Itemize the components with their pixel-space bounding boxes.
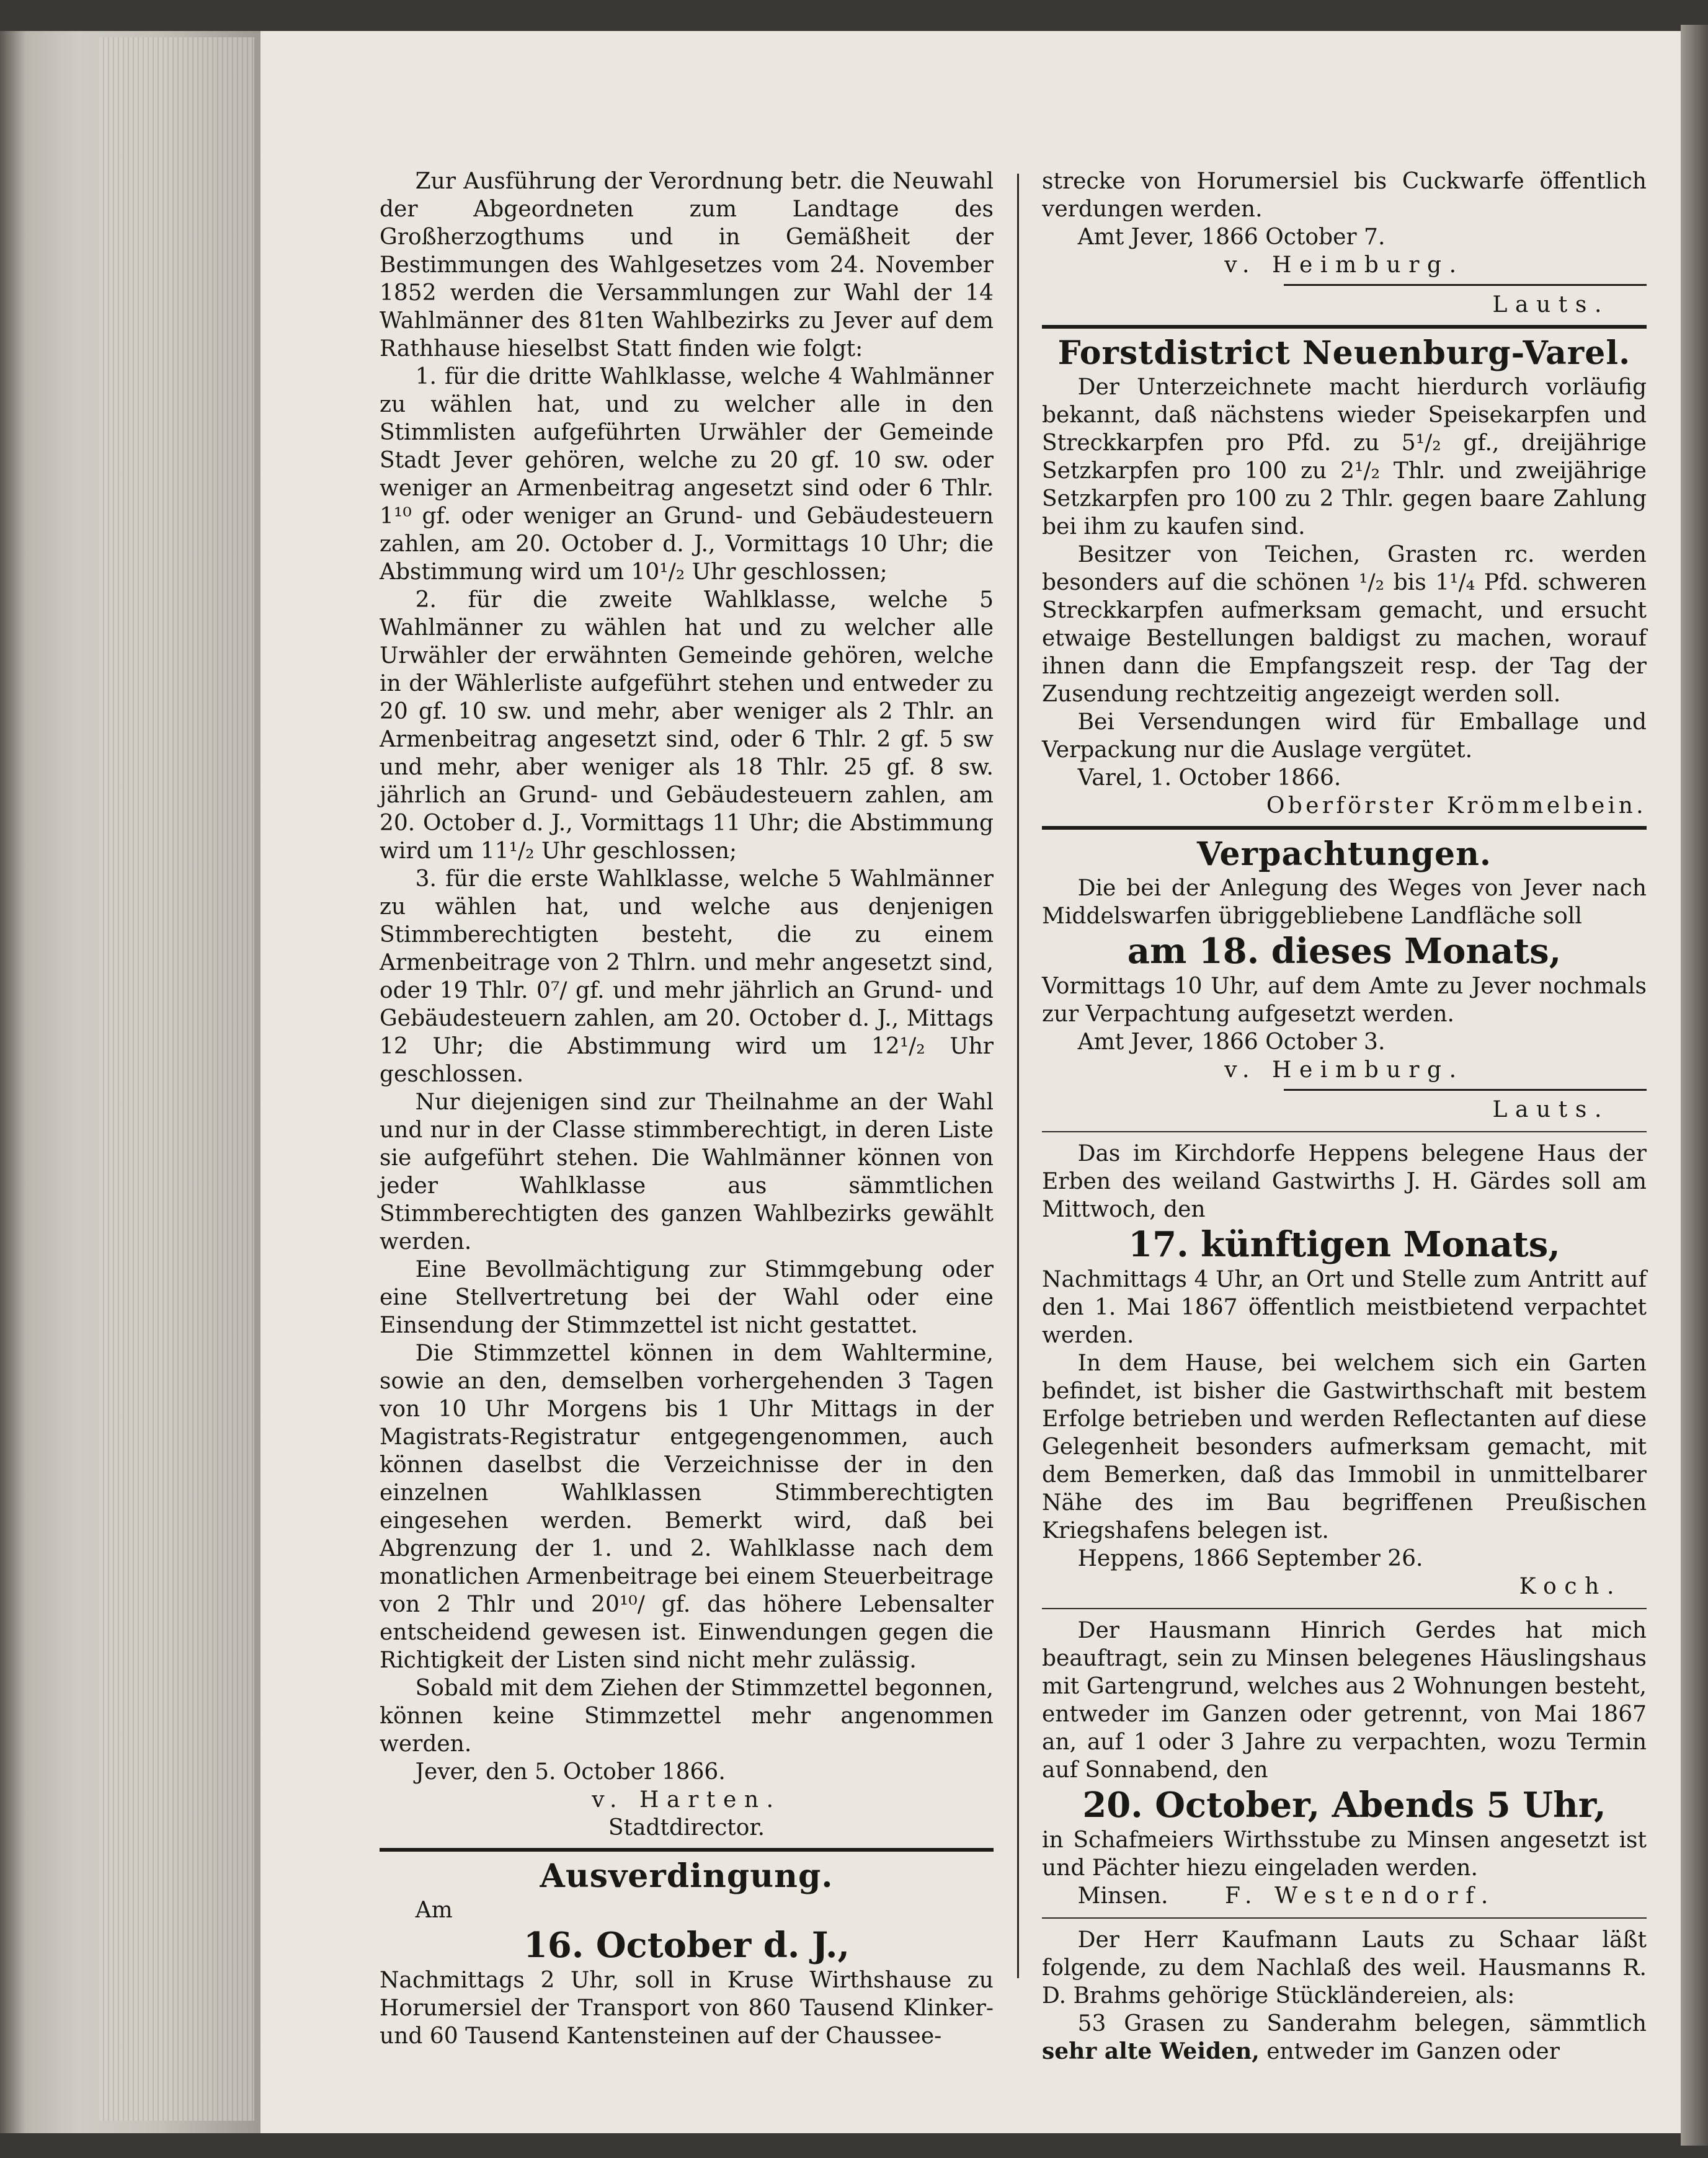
section-rule (380, 1848, 994, 1852)
section-rule (1042, 325, 1647, 329)
verpachtung-text: Der Hausmann Hinrich Gerdes hat mich beauftragt, sein zu Minsen belegenes Häuslingshaus mit Gartengrund, welches aus 2 Wohnungen besteht, entweder im Ganzen oder getrennt, von Mai 1867 an, auf 1 oder 3 Jahre zu verpachten, wozu Termin auf Sonnabend, den (1042, 1618, 1647, 1783)
wahl-paragraph: 3. für die erste Wahlklasse, welche 5 Wahlmänner zu wählen hat, und welche aus denjenigen Stimmberechtigten besteht, die zu einem Armenbeitrage von 2 Thlrn. und mehr angesetzt sind, oder 19 Thlr. 0⁷/ gf. und mehr jährlich an Grund- und Gebäudesteuern zahlen, am 20. October d. J., Mittags 12 Uhr; die Abstimmung wird um 12¹/₂ Uhr geschlossen. (380, 866, 994, 1087)
notice-divider (1042, 1608, 1647, 1609)
wahl-paragraph: 1. für die dritte Wahlklasse, welche 4 Wahlmänner zu wählen hat, und zu welcher alle in den Stimmlisten aufgeführten Urwähler der Gemeinde Stadt Jever gehören, welche zu 20 gf. 10 sw. oder weniger an Armenbeitrag angesetzt sind oder 6 Thlr. 1¹⁰ gf. oder weniger an Grund- und Gebäudesteuern zahlen, am 20. October d. J., Vormittags 10 Uhr; die Abstimmung wird um 10¹/₂ Uhr geschlossen; (380, 364, 994, 585)
ausverdingung-place-date: Amt Jever, 1866 October 7. (1077, 224, 1386, 250)
verpachtung-signature: v. Heimburg. (1224, 1057, 1464, 1083)
verpachtung-text-a: 53 Grasen zu Sanderahm belegen, sämmtlich (1077, 2011, 1647, 2036)
wahl-paragraph: Nur diejenigen sind zur Theilnahme an der Wahl und nur in der Classe stimmberechtigt, in deren Liste sie aufgeführt stehen. Die Wahlmänner können von jeder Wahlklasse aus sämmtlichen Stimmberechtigten des ganzen Wahlbezirks gewählt werden. (380, 1090, 994, 1254)
verpachtung-signature: Koch. (1519, 1574, 1622, 1599)
forstdistrict-paragraph: Besitzer von Teichen, Grasten rc. werden besonders auf die schönen ¹/₂ bis 1¹/₄ Pfd. schweren Streckkarpfen aufmerksam gemacht, und ersucht etwaige Bestellungen baldigst zu machen, worauf ihnen dann die Empfangszeit resp. der Tag der Zusendung rechtzeitig angezeigt werden soll. (1042, 542, 1647, 707)
column-divider (1017, 174, 1019, 1978)
wahl-place-date: Jever, den 5. October 1866. (415, 1759, 726, 1785)
verpachtung-text: In dem Hause, bei welchem sich ein Garten befindet, ist bisher die Gastwirthschaft mit bestem Erfolge betrieben und werden Reflectanten auf diese Gelegenheit besonders aufmerksam gemacht, mit dem Bemerken, daß das Immobil in unmittelbarer Nähe des im Bau begriffenen Preußischen Kriegshafens belegen ist. (1042, 1351, 1647, 1543)
verpachtung-text: Die bei der Anlegung des Weges von Jever nach Middelswarfen übriggebliebene Landfläche soll (1042, 876, 1647, 929)
wahl-signature-title: Stadtdirector. (608, 1815, 765, 1841)
verpachtung-text-bold: sehr alte Weiden, (1042, 2038, 1260, 2064)
right-book-edge (1681, 25, 1708, 2146)
verpachtung-date: am 18. dieses Monats, (1127, 931, 1562, 972)
verpachtungen-section (1042, 835, 1647, 2066)
wahl-paragraph: Die Stimmzettel können in dem Wahltermine, sowie an den, demselben vorhergehenden 3 Tagen von 10 Uhr Morgens bis 1 Uhr Mittags in der Magistrats-Registratur entgegengenommen, auch können daselbst die Verzeichnisse der in den einzelnen Wahlklassen Stimmberechtigten eingesehen werden. Bemerkt wird, daß bei Abgrenzung der 1. und 2. Wahlklasse nach dem monatlichen Armenbeitrage bei einem Steuerbeitrage von 2 Thlr und 20¹⁰/ gf. das höhere Lebensalter entscheidend gewesen ist. Einwendungen gegen die Richtigkeit der Listen sind nicht mehr zulässig. (380, 1341, 994, 1673)
notice-divider (1042, 1917, 1647, 1919)
verpachtung-text: Das im Kirchdorfe Heppens belegene Haus der Erben des weiland Gastwirths J. H. Gärdes soll am Mittwoch, den (1042, 1141, 1647, 1222)
verpachtung-text: Nachmittags 4 Uhr, an Ort und Stelle zum Antritt auf den 1. Mai 1867 öffentlich meistbietend verpachtet werden. (1042, 1267, 1647, 1348)
signature-rule (1284, 284, 1647, 286)
verpachtung-text: Der Herr Kaufmann Lauts zu Schaar läßt folgende, zu dem Nachlaß des weil. Hausmanns R. D. Brahms gehörige Stückländereien, als: (1042, 1927, 1647, 2009)
verpachtung-date: 20. October, Abends 5 Uhr, (1082, 1785, 1606, 1826)
verpachtung-signature-2: Lauts. (1492, 1097, 1609, 1122)
forstdistrict-paragraph: Der Unterzeichnete macht hierdurch vorläufig bekannt, daß nächstens wieder Speisekarpfen und Streckkarpfen pro Pfd. zu 5¹/₂ gf., dreijährige Setzkarpfen pro 100 zu 2¹/₂ Thlr. und zweijährige Setzkarpfen pro 100 zu 2 Thlr. gegen baare Zahlung bei ihm zu kaufen sind. (1042, 375, 1647, 540)
ausverdingung-text-cont: strecke von Horumersiel bis Cuckwarfe öffentlich verdungen werden. (1042, 169, 1647, 222)
wahl-paragraph: 2. für die zweite Wahlklasse, welche 5 Wahlmänner zu wählen hat und zu welcher alle Urwähler der erwähnten Gemeinde gehören, welche in der Wählerliste aufgeführt stehen und entweder zu 20 gf. 10 sw. und mehr, aber weniger als 2 Thlr. an Armenbeitrag angesetzt sind, oder 6 Thlr. 2 gf. 5 sw und mehr, aber weniger als 18 Thlr. 25 gf. 8 sw. jährlich an Grund- und Gebäudesteuern zahlen, am 20. October d. J., Vormittags 11 Uhr; die Abstimmung wird um 11¹/₂ Uhr geschlossen; (380, 587, 994, 864)
wahl-paragraph: Sobald mit dem Ziehen der Stimmzettel begonnen, können keine Stimmzettel mehr angenommen werden. (380, 1676, 994, 1757)
wahl-paragraph: Eine Bevollmächtigung zur Stimmgebung oder eine Stellvertretung bei der Wahl oder eine Einsendung der Stimmzettel ist nicht gestattet. (380, 1257, 994, 1338)
verpachtung-text: in Schafmeiers Wirthsstube zu Minsen angesetzt ist und Pächter hiezu eingeladen werden. (1042, 1827, 1647, 1881)
left-column (380, 167, 994, 2050)
notice-divider (1042, 1131, 1647, 1132)
verpachtung-date: 17. künftigen Monats, (1128, 1224, 1560, 1265)
verpachtung-place-date: Amt Jever, 1866 October 3. (1077, 1029, 1386, 1055)
verpachtung-text-line (1042, 2010, 1647, 2066)
wahl-paragraph: Zur Ausführung der Verordnung betr. die Neuwahl der Abgeordneten zum Landtage des Großherzogthums und in Gemäßheit der Bestimmungen des Wahlgesetzes vom 24. November 1852 werden die Versammlungen zur Wahl der 14 Wahlmänner des 81ten Wahlbezirks zu Jever auf dem Rathhause hieselbst Statt finden wie folgt: (380, 169, 994, 362)
forstdistrict-place-date: Varel, 1. October 1866. (1077, 765, 1341, 791)
verpachtung-text-b: entweder im Ganzen oder (1266, 2039, 1560, 2064)
ausverdingung-continuation (1042, 167, 1647, 319)
ausverdingung-text: Nachmittags 2 Uhr, soll in Kruse Wirthshause zu Horumersiel der Transport von 860 Tausend Klinker- und 60 Tausend Kantensteinen auf der Chaussee- (380, 1968, 994, 2049)
forstdistrict-notice (1042, 334, 1647, 820)
verpachtung-place-sig (1042, 1882, 1647, 1910)
stacked-pages-edge (99, 37, 254, 2121)
ausverdingung-heading: Ausverdingung. (540, 1857, 834, 1895)
ausverdingung-am: Am (415, 1898, 453, 1923)
verpachtung-signature: F. Westendorf. (1225, 1883, 1496, 1909)
verpachtung-place: Minsen. (1077, 1883, 1168, 1909)
forstdistrict-signature: Oberförster Krömmelbein. (1266, 793, 1647, 819)
verpachtung-place-date: Heppens, 1866 September 26. (1077, 1546, 1423, 1571)
forstdistrict-heading: Forstdistrict Neuenburg-Varel. (1057, 334, 1631, 372)
signature-rule (1284, 1089, 1647, 1091)
verpachtung-text: Vormittags 10 Uhr, auf dem Amte zu Jever nochmals zur Verpachtung aufgesetzt werden. (1042, 974, 1647, 1027)
ausverdingung-signature-2: Lauts. (1492, 292, 1609, 317)
forstdistrict-paragraph: Bei Versendungen wird für Emballage und Verpackung nur die Auslage vergütet. (1042, 709, 1647, 763)
verpachtungen-heading: Verpachtungen. (1196, 835, 1492, 873)
ausverdingung-notice (380, 1857, 994, 2050)
ausverdingung-signature: v. Heimburg. (1224, 252, 1464, 278)
section-rule (1042, 826, 1647, 830)
right-column (1042, 167, 1647, 2066)
wahl-signature: v. Harten. (592, 1787, 781, 1813)
ausverdingung-date: 16. October d. J., (523, 1925, 850, 1966)
wahl-notice (380, 167, 994, 1842)
